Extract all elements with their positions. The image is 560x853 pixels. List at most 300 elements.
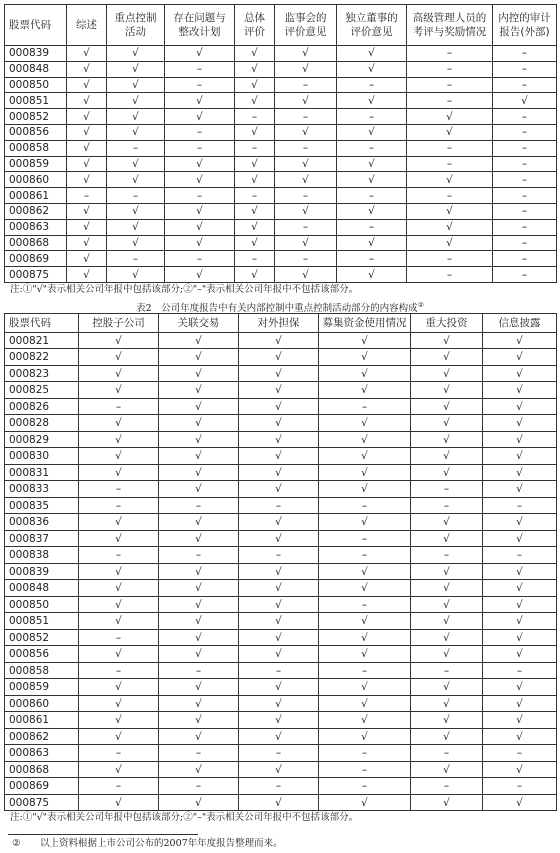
table-cell: √ bbox=[67, 93, 107, 109]
table-cell: – bbox=[493, 77, 557, 93]
table-cell: – bbox=[159, 778, 239, 795]
stock-code-cell: 000828 bbox=[5, 415, 79, 432]
table-cell: √ bbox=[67, 61, 107, 77]
table-cell: √ bbox=[319, 382, 411, 399]
table-cell: – bbox=[493, 124, 557, 140]
table-cell: – bbox=[407, 46, 493, 62]
table-cell: √ bbox=[67, 172, 107, 188]
table-row bbox=[5, 613, 557, 630]
table-cell: √ bbox=[79, 646, 159, 663]
table-cell: – bbox=[493, 109, 557, 125]
table-cell: √ bbox=[235, 156, 275, 172]
table-cell: √ bbox=[483, 332, 557, 349]
stock-code-cell: 000875 bbox=[5, 267, 67, 283]
table-cell: – bbox=[275, 140, 337, 156]
table-cell: √ bbox=[67, 109, 107, 125]
stock-code-cell: 000869 bbox=[5, 251, 67, 267]
stock-code-cell: 000861 bbox=[5, 188, 67, 204]
table-row bbox=[5, 464, 557, 481]
table-cell: √ bbox=[337, 203, 407, 219]
table-cell: √ bbox=[411, 695, 483, 712]
table-cell: √ bbox=[319, 728, 411, 745]
stock-code-cell: 000836 bbox=[5, 514, 79, 531]
table-row bbox=[5, 712, 557, 729]
table-cell: √ bbox=[319, 794, 411, 811]
table-cell: – bbox=[165, 140, 235, 156]
table-cell: – bbox=[319, 497, 411, 514]
table-cell: √ bbox=[407, 172, 493, 188]
table-cell: √ bbox=[275, 203, 337, 219]
table-row bbox=[5, 778, 557, 795]
table-cell: √ bbox=[411, 514, 483, 531]
stock-code-cell: 000852 bbox=[5, 109, 67, 125]
table-row bbox=[5, 61, 557, 77]
table-cell: √ bbox=[483, 596, 557, 613]
table-cell: √ bbox=[275, 156, 337, 172]
table-cell: – bbox=[337, 140, 407, 156]
table-cell: √ bbox=[411, 794, 483, 811]
stock-code-cell: 000862 bbox=[5, 203, 67, 219]
table-cell: √ bbox=[239, 679, 319, 696]
table-cell: √ bbox=[107, 93, 165, 109]
table-cell: √ bbox=[159, 398, 239, 415]
column-header: 募集资金使用情况 bbox=[319, 313, 411, 332]
table-cell: √ bbox=[159, 514, 239, 531]
table-cell: √ bbox=[411, 398, 483, 415]
column-header: 总体 评价 bbox=[235, 5, 275, 46]
table-cell: √ bbox=[239, 646, 319, 663]
table-cell: √ bbox=[67, 124, 107, 140]
column-header: 内控的审计 报告(外部) bbox=[493, 5, 557, 46]
table-cell: √ bbox=[79, 514, 159, 531]
table-cell: – bbox=[79, 398, 159, 415]
table-cell: – bbox=[165, 124, 235, 140]
table-cell: – bbox=[411, 481, 483, 498]
table-cell: √ bbox=[407, 109, 493, 125]
table-cell: – bbox=[79, 481, 159, 498]
table-cell: √ bbox=[407, 203, 493, 219]
table-cell: √ bbox=[159, 332, 239, 349]
table-cell: √ bbox=[407, 124, 493, 140]
table-row bbox=[5, 728, 557, 745]
table-cell: √ bbox=[483, 448, 557, 465]
table-cell: √ bbox=[483, 431, 557, 448]
table-cell: √ bbox=[165, 46, 235, 62]
table-header-row bbox=[5, 313, 557, 332]
table-cell: √ bbox=[159, 613, 239, 630]
caption-text: 表2 公司年度报告中有关内部控制中重点控制活动部分的内容构成 bbox=[136, 303, 418, 315]
table-cell: – bbox=[483, 745, 557, 762]
table-cell: √ bbox=[275, 124, 337, 140]
table-row bbox=[5, 662, 557, 679]
table-row bbox=[5, 267, 557, 283]
table-row bbox=[5, 530, 557, 547]
stock-code-cell: 000830 bbox=[5, 448, 79, 465]
table-cell: √ bbox=[159, 794, 239, 811]
table-cell: √ bbox=[159, 481, 239, 498]
table-cell: √ bbox=[275, 93, 337, 109]
table-cell: √ bbox=[239, 398, 319, 415]
table-note: 注:①"√"表示相关公司年报中包括该部分;②"–"表示相关公司年报中不包括该部分。 bbox=[10, 283, 359, 295]
table-cell: √ bbox=[107, 77, 165, 93]
table-cell: √ bbox=[483, 514, 557, 531]
table-cell: – bbox=[319, 547, 411, 564]
table-cell: √ bbox=[483, 365, 557, 382]
table-cell: – bbox=[79, 662, 159, 679]
table-cell: – bbox=[235, 109, 275, 125]
stock-code-cell: 000859 bbox=[5, 156, 67, 172]
column-header: 监事会的 评价意见 bbox=[275, 5, 337, 46]
table-cell: – bbox=[319, 745, 411, 762]
table-cell: √ bbox=[159, 365, 239, 382]
column-header: 控股子公司 bbox=[79, 313, 159, 332]
table-cell: √ bbox=[493, 93, 557, 109]
table-cell: √ bbox=[67, 203, 107, 219]
column-header: 重点控制 活动 bbox=[107, 5, 165, 46]
footnote-text: 以上资料根据上市公司公布的2007年年度报告整理而来。 bbox=[40, 838, 283, 850]
table-cell: – bbox=[79, 547, 159, 564]
stock-code-cell: 000856 bbox=[5, 646, 79, 663]
table-cell: √ bbox=[235, 219, 275, 235]
table-cell: √ bbox=[337, 61, 407, 77]
table-cell: √ bbox=[483, 794, 557, 811]
table-cell: √ bbox=[411, 415, 483, 432]
table-cell: – bbox=[79, 497, 159, 514]
table-row bbox=[5, 365, 557, 382]
table-cell: √ bbox=[319, 365, 411, 382]
table-cell: √ bbox=[67, 251, 107, 267]
table-cell: – bbox=[493, 172, 557, 188]
table-cell: √ bbox=[239, 365, 319, 382]
table-row bbox=[5, 481, 557, 498]
table-cell: – bbox=[275, 219, 337, 235]
table-cell: √ bbox=[159, 695, 239, 712]
table-cell: √ bbox=[483, 679, 557, 696]
table-cell: √ bbox=[79, 761, 159, 778]
table-row bbox=[5, 251, 557, 267]
table-cell: √ bbox=[483, 382, 557, 399]
table-cell: – bbox=[165, 188, 235, 204]
table-row bbox=[5, 398, 557, 415]
table-cell: – bbox=[407, 251, 493, 267]
table-cell: √ bbox=[107, 124, 165, 140]
table-cell: √ bbox=[159, 580, 239, 597]
table-row bbox=[5, 188, 557, 204]
column-header: 股票代码 bbox=[5, 5, 67, 46]
table-row bbox=[5, 580, 557, 597]
table-cell: √ bbox=[483, 613, 557, 630]
table-cell: √ bbox=[165, 93, 235, 109]
column-header: 综述 bbox=[67, 5, 107, 46]
table-cell: – bbox=[235, 188, 275, 204]
table-cell: – bbox=[411, 547, 483, 564]
table-cell: – bbox=[407, 61, 493, 77]
footnote bbox=[4, 835, 556, 853]
table-cell: √ bbox=[79, 679, 159, 696]
table-row bbox=[5, 646, 557, 663]
table-row bbox=[5, 514, 557, 531]
table-cell: √ bbox=[337, 235, 407, 251]
table-cell: – bbox=[493, 61, 557, 77]
table-cell: √ bbox=[319, 563, 411, 580]
stock-code-cell: 000823 bbox=[5, 365, 79, 382]
table-cell: – bbox=[239, 745, 319, 762]
table-cell: √ bbox=[337, 156, 407, 172]
table-cell: – bbox=[407, 156, 493, 172]
table-cell: – bbox=[493, 267, 557, 283]
stock-code-cell: 000868 bbox=[5, 235, 67, 251]
table-cell: √ bbox=[411, 530, 483, 547]
stock-code-cell: 000837 bbox=[5, 530, 79, 547]
stock-code-cell: 000858 bbox=[5, 140, 67, 156]
table-cell: √ bbox=[239, 794, 319, 811]
table-cell: √ bbox=[483, 695, 557, 712]
table-cell: √ bbox=[411, 580, 483, 597]
table-caption bbox=[4, 297, 556, 313]
table-cell: √ bbox=[159, 646, 239, 663]
table-cell: – bbox=[483, 547, 557, 564]
stock-code-cell: 000856 bbox=[5, 124, 67, 140]
table-cell: √ bbox=[239, 580, 319, 597]
stock-code-cell: 000850 bbox=[5, 596, 79, 613]
stock-code-cell: 000869 bbox=[5, 778, 79, 795]
stock-code-cell: 000851 bbox=[5, 93, 67, 109]
table-cell: – bbox=[79, 629, 159, 646]
stock-code-cell: 000863 bbox=[5, 745, 79, 762]
table-header-row bbox=[5, 5, 557, 46]
table-cell: √ bbox=[411, 365, 483, 382]
table-cell: – bbox=[493, 188, 557, 204]
table-cell: – bbox=[239, 547, 319, 564]
table-cell: – bbox=[483, 662, 557, 679]
table-row bbox=[5, 46, 557, 62]
table-cell: √ bbox=[411, 448, 483, 465]
table-cell: – bbox=[337, 109, 407, 125]
stock-code-cell: 000875 bbox=[5, 794, 79, 811]
table-cell: √ bbox=[239, 530, 319, 547]
table-cell: √ bbox=[319, 481, 411, 498]
table-cell: √ bbox=[239, 613, 319, 630]
table-cell: √ bbox=[235, 172, 275, 188]
table-cell: √ bbox=[235, 124, 275, 140]
table-cell: √ bbox=[411, 596, 483, 613]
table-cell: √ bbox=[235, 93, 275, 109]
table-cell: √ bbox=[165, 219, 235, 235]
table-cell: √ bbox=[165, 267, 235, 283]
table-cell: √ bbox=[319, 431, 411, 448]
table-cell: – bbox=[319, 778, 411, 795]
table-cell: √ bbox=[275, 61, 337, 77]
table-cell: √ bbox=[79, 563, 159, 580]
table-cell: √ bbox=[159, 679, 239, 696]
stock-code-cell: 000861 bbox=[5, 712, 79, 729]
table-cell: √ bbox=[79, 415, 159, 432]
table-row bbox=[5, 140, 557, 156]
table-cell: √ bbox=[483, 464, 557, 481]
table-cell: √ bbox=[235, 77, 275, 93]
table-cell: √ bbox=[67, 46, 107, 62]
table-cell: √ bbox=[275, 172, 337, 188]
table-cell: – bbox=[493, 46, 557, 62]
stock-code-cell: 000858 bbox=[5, 662, 79, 679]
table-cell: – bbox=[337, 251, 407, 267]
table-cell: – bbox=[407, 267, 493, 283]
table-cell: √ bbox=[107, 46, 165, 62]
table-cell: – bbox=[407, 188, 493, 204]
table-cell: – bbox=[407, 140, 493, 156]
table-cell: √ bbox=[67, 77, 107, 93]
table-row bbox=[5, 349, 557, 366]
table-cell: √ bbox=[107, 61, 165, 77]
table-cell: √ bbox=[483, 712, 557, 729]
table-cell: √ bbox=[159, 448, 239, 465]
table-cell: √ bbox=[235, 235, 275, 251]
table-cell: √ bbox=[239, 349, 319, 366]
table-cell: √ bbox=[239, 332, 319, 349]
table-cell: √ bbox=[411, 613, 483, 630]
table-cell: – bbox=[319, 596, 411, 613]
table-cell: √ bbox=[411, 679, 483, 696]
stock-code-cell: 000859 bbox=[5, 679, 79, 696]
table-cell: √ bbox=[235, 46, 275, 62]
stock-code-cell: 000850 bbox=[5, 77, 67, 93]
table-row bbox=[5, 124, 557, 140]
table-cell: √ bbox=[407, 219, 493, 235]
table-cell: √ bbox=[235, 267, 275, 283]
stock-code-cell: 000860 bbox=[5, 695, 79, 712]
table-cell: √ bbox=[79, 382, 159, 399]
table-note: 注:①"√"表示相关公司年报中包括该部分;②"–"表示相关公司年报中不包括该部分。 bbox=[10, 812, 359, 824]
table-cell: – bbox=[337, 219, 407, 235]
table-cell: √ bbox=[319, 679, 411, 696]
table-cell: √ bbox=[411, 646, 483, 663]
table-cell: √ bbox=[165, 203, 235, 219]
table-cell: √ bbox=[483, 415, 557, 432]
table-cell: √ bbox=[407, 235, 493, 251]
table-cell: √ bbox=[107, 235, 165, 251]
table-cell: √ bbox=[107, 219, 165, 235]
table-cell: – bbox=[275, 77, 337, 93]
table-cell: √ bbox=[319, 349, 411, 366]
table-cell: √ bbox=[337, 267, 407, 283]
column-header: 独立董事的 评价意见 bbox=[337, 5, 407, 46]
table-cell: √ bbox=[159, 431, 239, 448]
table-cell: – bbox=[493, 203, 557, 219]
table-cell: √ bbox=[483, 398, 557, 415]
table-cell: √ bbox=[239, 728, 319, 745]
table-cell: √ bbox=[165, 109, 235, 125]
table-cell: √ bbox=[107, 156, 165, 172]
table-cell: √ bbox=[235, 61, 275, 77]
table-cell: √ bbox=[337, 172, 407, 188]
table-cell: √ bbox=[239, 695, 319, 712]
table-cell: √ bbox=[79, 728, 159, 745]
table-cell: √ bbox=[337, 46, 407, 62]
table-row bbox=[5, 235, 557, 251]
stock-code-cell: 000833 bbox=[5, 481, 79, 498]
footnote-mark: ② bbox=[12, 838, 21, 850]
table-cell: √ bbox=[239, 415, 319, 432]
table-cell: √ bbox=[411, 728, 483, 745]
table-cell: – bbox=[159, 497, 239, 514]
table-cell: – bbox=[107, 188, 165, 204]
table-cell: √ bbox=[483, 580, 557, 597]
table-cell: √ bbox=[79, 365, 159, 382]
table-cell: √ bbox=[411, 332, 483, 349]
table-cell: √ bbox=[411, 629, 483, 646]
table-cell: √ bbox=[319, 415, 411, 432]
table-cell: √ bbox=[67, 235, 107, 251]
stock-code-cell: 000868 bbox=[5, 761, 79, 778]
table-cell: – bbox=[493, 251, 557, 267]
table-cell: – bbox=[107, 251, 165, 267]
table-cell: – bbox=[407, 77, 493, 93]
table-row bbox=[5, 448, 557, 465]
table-cell: √ bbox=[67, 219, 107, 235]
table-cell: √ bbox=[79, 613, 159, 630]
table-row bbox=[5, 695, 557, 712]
stock-code-cell: 000826 bbox=[5, 398, 79, 415]
table-cell: √ bbox=[159, 382, 239, 399]
table-row bbox=[5, 761, 557, 778]
stock-code-cell: 000825 bbox=[5, 382, 79, 399]
column-header: 高级管理人员的 考评与奖励情况 bbox=[407, 5, 493, 46]
table-cell: √ bbox=[159, 349, 239, 366]
table-cell: √ bbox=[107, 109, 165, 125]
table-cell: √ bbox=[79, 580, 159, 597]
table-cell: – bbox=[159, 662, 239, 679]
stock-code-cell: 000831 bbox=[5, 464, 79, 481]
document-page bbox=[4, 4, 556, 853]
table-cell: – bbox=[411, 745, 483, 762]
table-cell: √ bbox=[483, 646, 557, 663]
table-cell: – bbox=[275, 251, 337, 267]
table-cell: √ bbox=[159, 563, 239, 580]
table-cell: – bbox=[235, 251, 275, 267]
stock-code-cell: 000851 bbox=[5, 613, 79, 630]
stock-code-cell: 000839 bbox=[5, 563, 79, 580]
table-cell: – bbox=[493, 156, 557, 172]
table-cell: √ bbox=[319, 613, 411, 630]
column-header: 对外担保 bbox=[239, 313, 319, 332]
table-row bbox=[5, 745, 557, 762]
stock-code-cell: 000839 bbox=[5, 46, 67, 62]
table-row bbox=[5, 219, 557, 235]
table-cell: √ bbox=[159, 728, 239, 745]
table-report-components bbox=[4, 4, 557, 283]
table-cell: √ bbox=[107, 172, 165, 188]
table-cell: √ bbox=[235, 203, 275, 219]
column-header: 关联交易 bbox=[159, 313, 239, 332]
table-row bbox=[5, 794, 557, 811]
table-row bbox=[5, 382, 557, 399]
table-row bbox=[5, 679, 557, 696]
table-cell: √ bbox=[239, 448, 319, 465]
table-cell: – bbox=[67, 188, 107, 204]
table-cell: √ bbox=[239, 596, 319, 613]
table-cell: √ bbox=[107, 267, 165, 283]
table-row bbox=[5, 203, 557, 219]
table-cell: – bbox=[79, 778, 159, 795]
table-cell: √ bbox=[411, 563, 483, 580]
table-cell: √ bbox=[411, 464, 483, 481]
table-cell: – bbox=[493, 235, 557, 251]
table-cell: √ bbox=[79, 712, 159, 729]
table-cell: √ bbox=[483, 563, 557, 580]
table-cell: √ bbox=[239, 712, 319, 729]
table-cell: √ bbox=[159, 596, 239, 613]
table-cell: √ bbox=[159, 761, 239, 778]
